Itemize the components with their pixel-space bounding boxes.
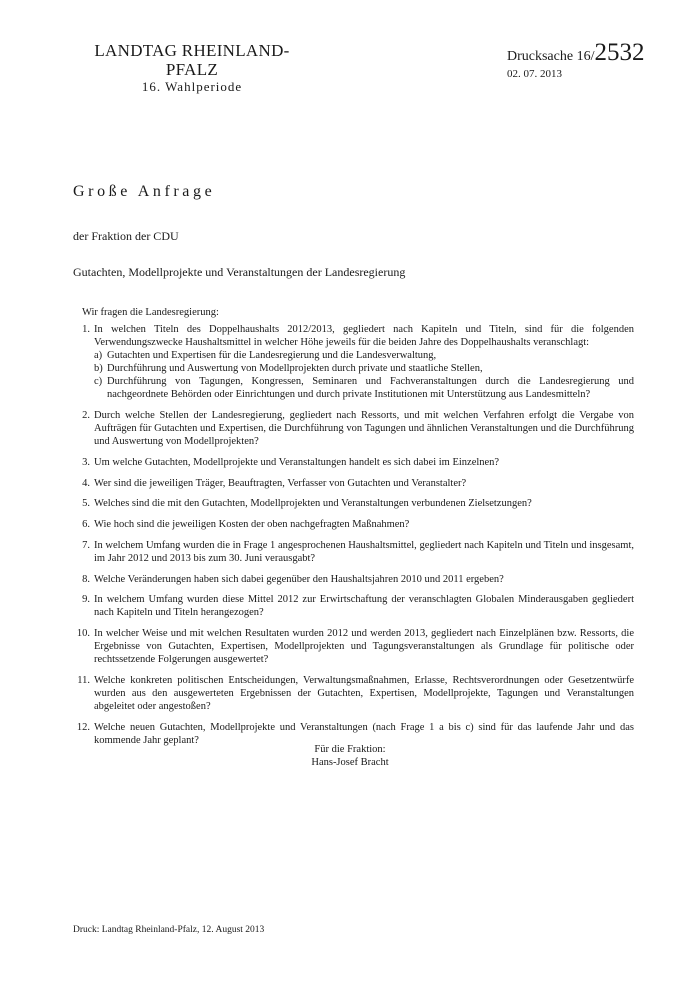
question-item [74, 573, 634, 586]
question-number: 12. [76, 721, 90, 733]
question-text: Welche Veränderungen haben sich dabei gegenüber den Haushaltsjahren 2010 und 2011 ergeben? [94, 573, 504, 585]
sub-question-text: Gutachten und Expertisen für die Landesregierung und die Landesverwaltung, [107, 350, 437, 362]
sub-question-text: Durchführung und Auswertung von Modellprojekten durch private und staatliche Stellen, [107, 363, 483, 375]
question-text: In welchen Titeln des Doppelhaushalts 2012/2013, gegliedert nach Kapiteln und Titeln, sind für die folgenden Verwendungszwecke Haushaltsmittel in welcher Höhe jeweils für die beiden Jahre des Doppelhaushalts veranschlagt: [94, 324, 634, 349]
question-text: Welche konkreten politischen Entscheidungen, Verwaltungsmaßnahmen, Erlasse, Rechtsverordnungen oder Gesetzentwürfe wurden aus den ausgewerteten Ergebnissen der Gutachten, Expertisen, Modellprojekte, Tagungen und Veranstaltungen abgeleitet oder angestoßen? [94, 674, 634, 713]
question-text: Welche neuen Gutachten, Modellprojekte und Veranstaltungen (nach Frage 1 a bis c) sind für das laufende Jahr und das kommende Jahr geplant? [94, 721, 634, 746]
question-text: In welchem Umfang wurden diese Mittel 2012 zur Erwirtschaftung der veranschlagten Globalen Minderausgaben gegliedert nach Kapiteln und Titeln herangezogen? [94, 594, 634, 619]
sub-question-item [94, 349, 634, 362]
sub-question-list [94, 349, 634, 401]
question-text: In welcher Weise und mit welchen Resultaten wurden 2012 und werden 2013, gegliedert nach Einzelplänen bzw. Ressorts, die Ergebnisse von Gutachten, Expertisen, Modellprojekten und Tagungsveranstaltungen als Grundlage für politische oder rechtssetzende Folgerungen ausgewertet? [94, 628, 634, 666]
document-subject: Gutachten, Modellprojekte und Veranstaltungen der Landesregierung [73, 265, 406, 279]
drucksache [507, 40, 644, 65]
question-number: 7. [82, 539, 90, 551]
question-number: 6. [82, 519, 90, 531]
intro-text: Wir fragen die Landesregierung: [82, 307, 219, 318]
document-reference [507, 40, 644, 80]
question-item [74, 323, 634, 402]
question-number: 2. [82, 410, 90, 422]
fraktion-line: der Fraktion der CDU [73, 229, 179, 243]
question-text: In welchem Umfang wurden die in Frage 1 angesprochenen Haushaltsmittel, gegliedert nach Kapiteln und Titeln und insgesamt, im Jahr 2012 und 2013 bis zum 30. Juni verausgabt? [94, 539, 634, 564]
sub-question-text: Durchführung von Tagungen, Kongressen, Seminaren und Fachveranstaltungen durch die Landesregierung und nachgeordnete Behörden oder Einrichtungen und durch private Institutionen mit Unterstützung aus Landesmitteln? [107, 376, 634, 401]
question-number: 4. [82, 477, 90, 489]
parliament-name: LANDTAG RHEINLAND-PFALZ [94, 41, 290, 79]
question-item [74, 477, 634, 490]
question-item [74, 497, 634, 510]
question-number: 5. [82, 498, 90, 510]
sub-question-item [94, 375, 634, 401]
document-title: Große Anfrage [73, 183, 216, 200]
parliament-header [72, 41, 312, 95]
question-item [74, 518, 634, 531]
question-item [74, 627, 634, 666]
question-number: 8. [82, 573, 90, 585]
question-text: Welches sind die mit den Gutachten, Modellprojekten und Veranstaltungen verbundenen Zielsetzungen? [94, 498, 532, 510]
document-date: 02. 07. 2013 [507, 68, 562, 80]
question-number: 1. [82, 324, 90, 335]
question-number: 10. [76, 628, 90, 640]
question-item [74, 593, 634, 619]
signature-line: Für die Fraktion: [314, 744, 386, 755]
question-text: Wer sind die jeweiligen Träger, Beauftragten, Verfasser von Gutachten und Veranstalter? [94, 477, 467, 489]
question-text: Wie hoch sind die jeweiligen Kosten der oben nachgefragten Maßnahmen? [94, 519, 410, 531]
question-item [74, 674, 634, 713]
sub-question-item [94, 362, 634, 375]
question-number: 3. [82, 457, 90, 469]
drucksache-number: 2532 [594, 39, 645, 66]
question-item [74, 539, 634, 565]
print-footer: Druck: Landtag Rheinland-Pfalz, 12. August 2013 [73, 925, 265, 935]
question-number: 9. [82, 594, 90, 606]
signatory-name: Hans-Josef Bracht [311, 757, 389, 768]
question-text: Durch welche Stellen der Landesregierung, gegliedert nach Ressorts, und mit welchen Verfahren erfolgt die Vergabe von Aufträgen für Gutachten und Expertisen, die Durchführung von Tagungen und ähnlichen Veranstaltungen und die Durchführung und Auswertung von Modellprojekten? [94, 410, 634, 448]
question-text: Um welche Gutachten, Modellprojekte und Veranstaltungen handelt es sich dabei im Einzelnen? [94, 457, 500, 469]
sub-question-label: b) [94, 363, 103, 375]
question-list [74, 323, 634, 755]
question-item [74, 409, 634, 448]
sub-question-label: c) [94, 376, 103, 388]
sub-question-label: a) [94, 350, 103, 362]
signature-block [0, 743, 700, 769]
question-number: 11. [77, 674, 90, 686]
legislative-period: 16. Wahlperiode [141, 79, 243, 94]
drucksache-label: Drucksache 16/ [507, 49, 595, 64]
question-item [74, 456, 634, 469]
